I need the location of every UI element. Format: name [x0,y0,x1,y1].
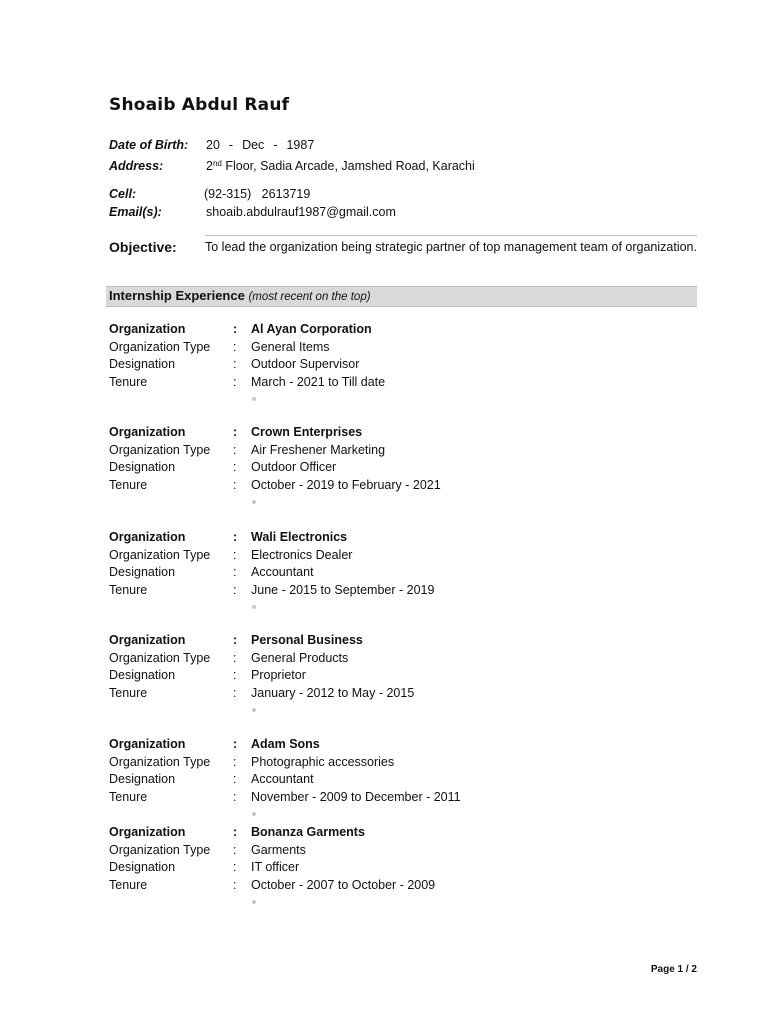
empty-bullet-icon [252,812,256,816]
tenure-label: Tenure [109,477,148,492]
designation-value: Proprietor [251,668,306,682]
page-number: Page 1 / 2 [650,964,697,975]
organization-type-value: General Products [251,650,349,665]
designation-label: Designation [109,460,176,474]
designation-row [109,356,699,374]
organization-value: Adam Sons [251,737,320,751]
designation-row [109,564,699,582]
dob-month: Dec [242,138,265,152]
organization-row [109,529,699,547]
designation-label: Designation [109,357,176,371]
organization-type-label: Organization Type [109,650,211,665]
experience-entry [109,736,699,806]
objective-text: To lead the organization being strategic partner of top management team of organization. [205,240,697,254]
organization-type-row [109,842,699,860]
objective-divider [205,235,697,236]
designation-label: Designation [109,772,176,786]
tenure-row [109,582,699,600]
experience-entry [109,424,699,494]
field-colon: : [233,547,237,562]
tenure-label: Tenure [109,877,148,892]
objective-label: Objective: [109,239,177,255]
tenure-row [109,477,699,495]
organization-type-row [109,339,699,357]
section-note: (most recent on the top) [248,291,371,303]
organization-label: Organization [109,825,186,839]
designation-row [109,667,699,685]
organization-row [109,632,699,650]
empty-bullet-icon [252,500,256,504]
dob-separator: - [273,138,278,152]
designation-value: IT officer [251,860,300,874]
field-colon: : [233,374,237,389]
tenure-label: Tenure [109,374,148,389]
address-floor-number: 2 [206,159,213,173]
organization-row [109,824,699,842]
field-colon: : [233,650,237,665]
organization-type-label: Organization Type [109,442,211,457]
internship-section-header [106,286,697,307]
designation-value: Outdoor Supervisor [251,357,360,371]
tenure-value: March - 2021 to Till date [251,374,386,389]
designation-label: Designation [109,668,176,682]
field-colon: : [233,582,237,597]
experience-entry [109,824,699,894]
organization-label: Organization [109,322,186,336]
organization-value: Wali Electronics [251,530,348,544]
address-row [109,155,475,175]
tenure-row [109,685,699,703]
tenure-row [109,374,699,392]
tenure-label: Tenure [109,582,148,597]
organization-value: Al Ayan Corporation [251,322,372,336]
field-colon: : [233,357,237,371]
empty-bullet-icon [252,900,256,904]
experience-entry [109,529,699,599]
field-colon: : [233,425,238,439]
field-colon: : [233,825,238,839]
dob-value [206,137,314,154]
field-colon: : [233,339,237,354]
email-label: Email(s): [109,205,162,219]
field-colon: : [233,877,237,892]
tenure-row [109,789,699,807]
address-floor-suffix: nd [212,159,222,168]
designation-value: Outdoor Officer [251,460,337,474]
experience-entry [109,321,699,391]
dob-row [109,137,314,154]
dob-label: Date of Birth: [109,138,189,152]
organization-value: Crown Enterprises [251,425,363,439]
section-title-wrapper [109,288,371,303]
organization-type-row [109,547,699,565]
organization-label: Organization [109,737,186,751]
designation-row [109,771,699,789]
field-colon: : [233,754,237,769]
organization-type-value: Photographic accessories [251,754,395,769]
designation-row [109,459,699,477]
field-colon: : [233,322,238,336]
organization-type-value: Air Freshener Marketing [251,442,386,457]
organization-label: Organization [109,633,186,647]
cell-label: Cell: [109,187,137,201]
tenure-value: June - 2015 to September - 2019 [251,582,435,597]
empty-bullet-icon [252,605,256,609]
field-colon: : [233,668,237,682]
field-colon: : [233,737,238,751]
cell-number: 2613719 [261,187,311,201]
designation-label: Designation [109,860,176,874]
candidate-name: Shoaib Abdul Rauf [109,95,290,115]
tenure-value: January - 2012 to May - 2015 [251,685,415,700]
field-colon: : [233,685,237,700]
organization-type-row [109,650,699,668]
organization-type-value: Garments [251,842,306,857]
address-label: Address: [109,159,164,173]
organization-value: Bonanza Garments [251,825,365,839]
cell-row [109,186,310,203]
experience-entry [109,632,699,702]
field-colon: : [233,860,237,874]
section-title: Internship Experience [109,288,245,303]
address-text: Floor, Sadia Arcade, Jamshed Road, Karachi [225,159,475,173]
organization-label: Organization [109,530,186,544]
field-colon: : [233,530,238,544]
dob-year: 1987 [286,138,315,152]
field-colon: : [233,565,237,579]
organization-row [109,321,699,339]
organization-type-row [109,442,699,460]
organization-type-label: Organization Type [109,842,211,857]
organization-type-value: Electronics Dealer [251,547,353,562]
field-colon: : [233,772,237,786]
email-value: shoaib.abdulrauf1987@gmail.com [206,205,396,219]
field-colon: : [233,789,237,804]
organization-label: Organization [109,425,186,439]
cell-code: (92-315) [204,187,252,201]
dob-separator: - [228,138,234,152]
organization-row [109,424,699,442]
email-row [109,204,396,221]
designation-label: Designation [109,565,176,579]
dob-day: 20 [206,138,220,152]
field-colon: : [233,460,237,474]
organization-type-label: Organization Type [109,339,211,354]
organization-type-label: Organization Type [109,547,211,562]
organization-type-label: Organization Type [109,754,211,769]
field-colon: : [233,477,237,492]
cell-value [204,186,310,203]
field-colon: : [233,633,238,647]
designation-row [109,859,699,877]
field-colon: : [233,842,237,857]
organization-row [109,736,699,754]
designation-value: Accountant [251,565,314,579]
tenure-label: Tenure [109,789,148,804]
organization-value: Personal Business [251,633,363,647]
empty-bullet-icon [252,708,256,712]
empty-bullet-icon [252,397,256,401]
field-colon: : [233,442,237,457]
tenure-value: October - 2007 to October - 2009 [251,877,436,892]
organization-type-row [109,754,699,772]
tenure-label: Tenure [109,685,148,700]
tenure-row [109,877,699,895]
designation-value: Accountant [251,772,314,786]
organization-type-value: General Items [251,339,330,354]
address-value [206,155,475,175]
tenure-value: November - 2009 to December - 2011 [251,789,461,804]
tenure-value: October - 2019 to February - 2021 [251,477,441,492]
